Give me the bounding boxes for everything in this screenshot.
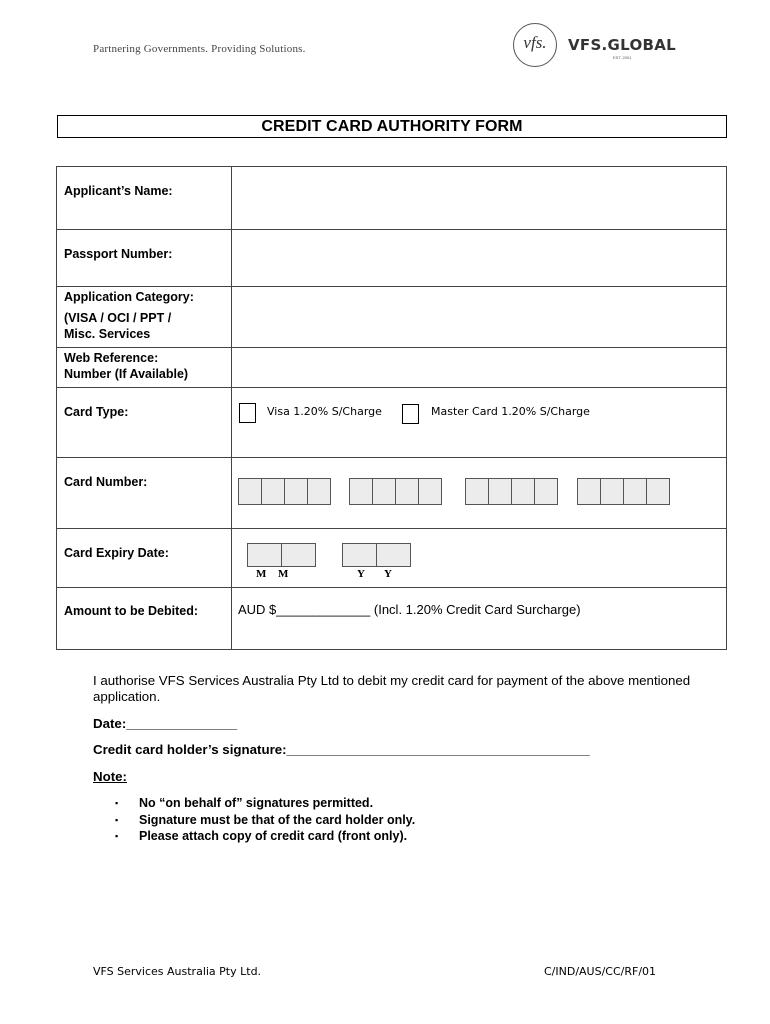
card-digit-box[interactable] bbox=[307, 478, 331, 505]
label-cell-application-category bbox=[57, 287, 232, 348]
card-number-group-3 bbox=[465, 478, 557, 505]
date-line: Date:_______________ bbox=[93, 716, 238, 731]
input-application-category[interactable] bbox=[232, 287, 727, 348]
card-digit-box[interactable] bbox=[623, 478, 647, 505]
card-digit-box[interactable] bbox=[284, 478, 308, 505]
label-application-category-line1: Application Category: bbox=[64, 290, 194, 304]
label-cell-card-number bbox=[57, 458, 232, 529]
input-passport-number[interactable] bbox=[232, 230, 727, 287]
note-item bbox=[115, 828, 415, 845]
label-card-type: Card Type: bbox=[64, 405, 129, 419]
expiry-year-group bbox=[342, 543, 410, 567]
bullet-icon: ▪ bbox=[115, 831, 119, 841]
footer-reference: C/IND/AUS/CC/RF/01 bbox=[544, 965, 657, 978]
expiry-month-box[interactable] bbox=[281, 543, 316, 567]
authorisation-text: I authorise VFS Services Australia Pty Ltd to debit my credit card for payment of the above mentioned application. bbox=[93, 673, 691, 704]
expiry-year-letter: Y bbox=[357, 568, 365, 580]
card-digit-box[interactable] bbox=[465, 478, 489, 505]
card-digit-box[interactable] bbox=[577, 478, 601, 505]
label-card-number: Card Number: bbox=[64, 475, 148, 489]
note-item bbox=[115, 795, 415, 812]
logo-mark: vfs. bbox=[523, 33, 547, 52]
bullet-icon: ▪ bbox=[115, 814, 119, 825]
row-application-category bbox=[57, 287, 727, 348]
note-heading: Note: bbox=[93, 769, 127, 784]
card-digit-box[interactable] bbox=[488, 478, 512, 505]
form-title-box bbox=[57, 115, 727, 138]
label-cell-web-reference bbox=[57, 348, 232, 388]
expiry-month-letter: M bbox=[256, 568, 267, 580]
label-card-expiry: Card Expiry Date: bbox=[64, 546, 169, 560]
row-card-expiry bbox=[57, 529, 727, 588]
signature-line: Credit card holder’s signature:_________________________________________ bbox=[93, 742, 590, 757]
amount-cell[interactable] bbox=[232, 588, 727, 650]
label-web-reference bbox=[57, 348, 231, 382]
expiry-month-letter: M bbox=[278, 568, 289, 580]
label-cell-passport-number bbox=[57, 230, 232, 287]
visa-label: Visa 1.20% S/Charge bbox=[267, 405, 382, 418]
card-digit-box[interactable] bbox=[261, 478, 285, 505]
label-cell-amount bbox=[57, 588, 232, 650]
card-number-cell bbox=[232, 458, 727, 529]
amount-text: AUD $_____________ (Incl. 1.20% Credit Card Surcharge) bbox=[238, 602, 581, 617]
card-number-group-2 bbox=[349, 478, 441, 505]
note-item-text: Please attach copy of credit card (front only). bbox=[139, 829, 408, 843]
label-application-category bbox=[57, 287, 231, 342]
label-cell-applicant-name bbox=[57, 167, 232, 230]
expiry-year-box[interactable] bbox=[376, 543, 411, 567]
card-digit-box[interactable] bbox=[349, 478, 373, 505]
label-cell-card-expiry bbox=[57, 529, 232, 588]
card-digit-box[interactable] bbox=[238, 478, 262, 505]
mastercard-checkbox[interactable] bbox=[402, 404, 419, 424]
label-amount: Amount to be Debited: bbox=[64, 604, 199, 618]
label-applicant-name: Applicant’s Name: bbox=[64, 184, 173, 198]
expiry-year-letter: Y bbox=[384, 568, 392, 580]
card-digit-box[interactable] bbox=[600, 478, 624, 505]
input-web-reference[interactable] bbox=[232, 348, 727, 388]
label-web-reference-line1: Web Reference: bbox=[64, 351, 159, 365]
expiry-year-box[interactable] bbox=[342, 543, 377, 567]
visa-checkbox[interactable] bbox=[239, 403, 256, 423]
row-card-type bbox=[57, 388, 727, 458]
label-web-reference-line2: Number (If Available) bbox=[64, 367, 189, 381]
card-type-cell bbox=[232, 388, 727, 458]
footer-company: VFS Services Australia Pty Ltd. bbox=[93, 965, 262, 978]
mastercard-label: Master Card 1.20% S/Charge bbox=[431, 405, 590, 418]
row-web-reference bbox=[57, 348, 727, 388]
input-applicant-name[interactable] bbox=[232, 167, 727, 230]
card-number-group-1 bbox=[238, 478, 330, 505]
row-passport-number bbox=[57, 230, 727, 287]
card-digit-box[interactable] bbox=[418, 478, 442, 505]
card-number-group-4 bbox=[577, 478, 669, 505]
row-card-number bbox=[57, 458, 727, 529]
card-digit-box[interactable] bbox=[395, 478, 419, 505]
card-digit-box[interactable] bbox=[646, 478, 670, 505]
card-digit-box[interactable] bbox=[372, 478, 396, 505]
card-digit-box[interactable] bbox=[534, 478, 558, 505]
vfs-global-logo bbox=[513, 23, 683, 69]
form-title: CREDIT CARD AUTHORITY FORM bbox=[261, 117, 523, 135]
expiry-month-group bbox=[247, 543, 315, 567]
label-cell-card-type bbox=[57, 388, 232, 458]
label-passport-number: Passport Number: bbox=[64, 247, 173, 261]
credit-card-form-table bbox=[56, 166, 727, 650]
label-application-category-line2: (VISA / OCI / PPT / bbox=[64, 311, 172, 325]
row-amount bbox=[57, 588, 727, 650]
card-digit-box[interactable] bbox=[511, 478, 535, 505]
note-item-text: Signature must be that of the card holder only. bbox=[139, 812, 416, 827]
header-tagline: Partnering Governments. Providing Solutions. bbox=[93, 43, 306, 55]
card-expiry-cell bbox=[232, 529, 727, 588]
note-item bbox=[115, 812, 415, 829]
logo-name: VFS.GLOBAL bbox=[568, 36, 677, 54]
row-applicant-name bbox=[57, 167, 727, 230]
bullet-icon: ▪ bbox=[115, 798, 119, 808]
logo-est: EST. 2001 bbox=[613, 55, 632, 60]
note-list bbox=[115, 795, 415, 845]
note-item-text: No “on behalf of” signatures permitted. bbox=[139, 796, 374, 810]
label-application-category-line3: Misc. Services bbox=[64, 327, 151, 341]
expiry-month-box[interactable] bbox=[247, 543, 282, 567]
